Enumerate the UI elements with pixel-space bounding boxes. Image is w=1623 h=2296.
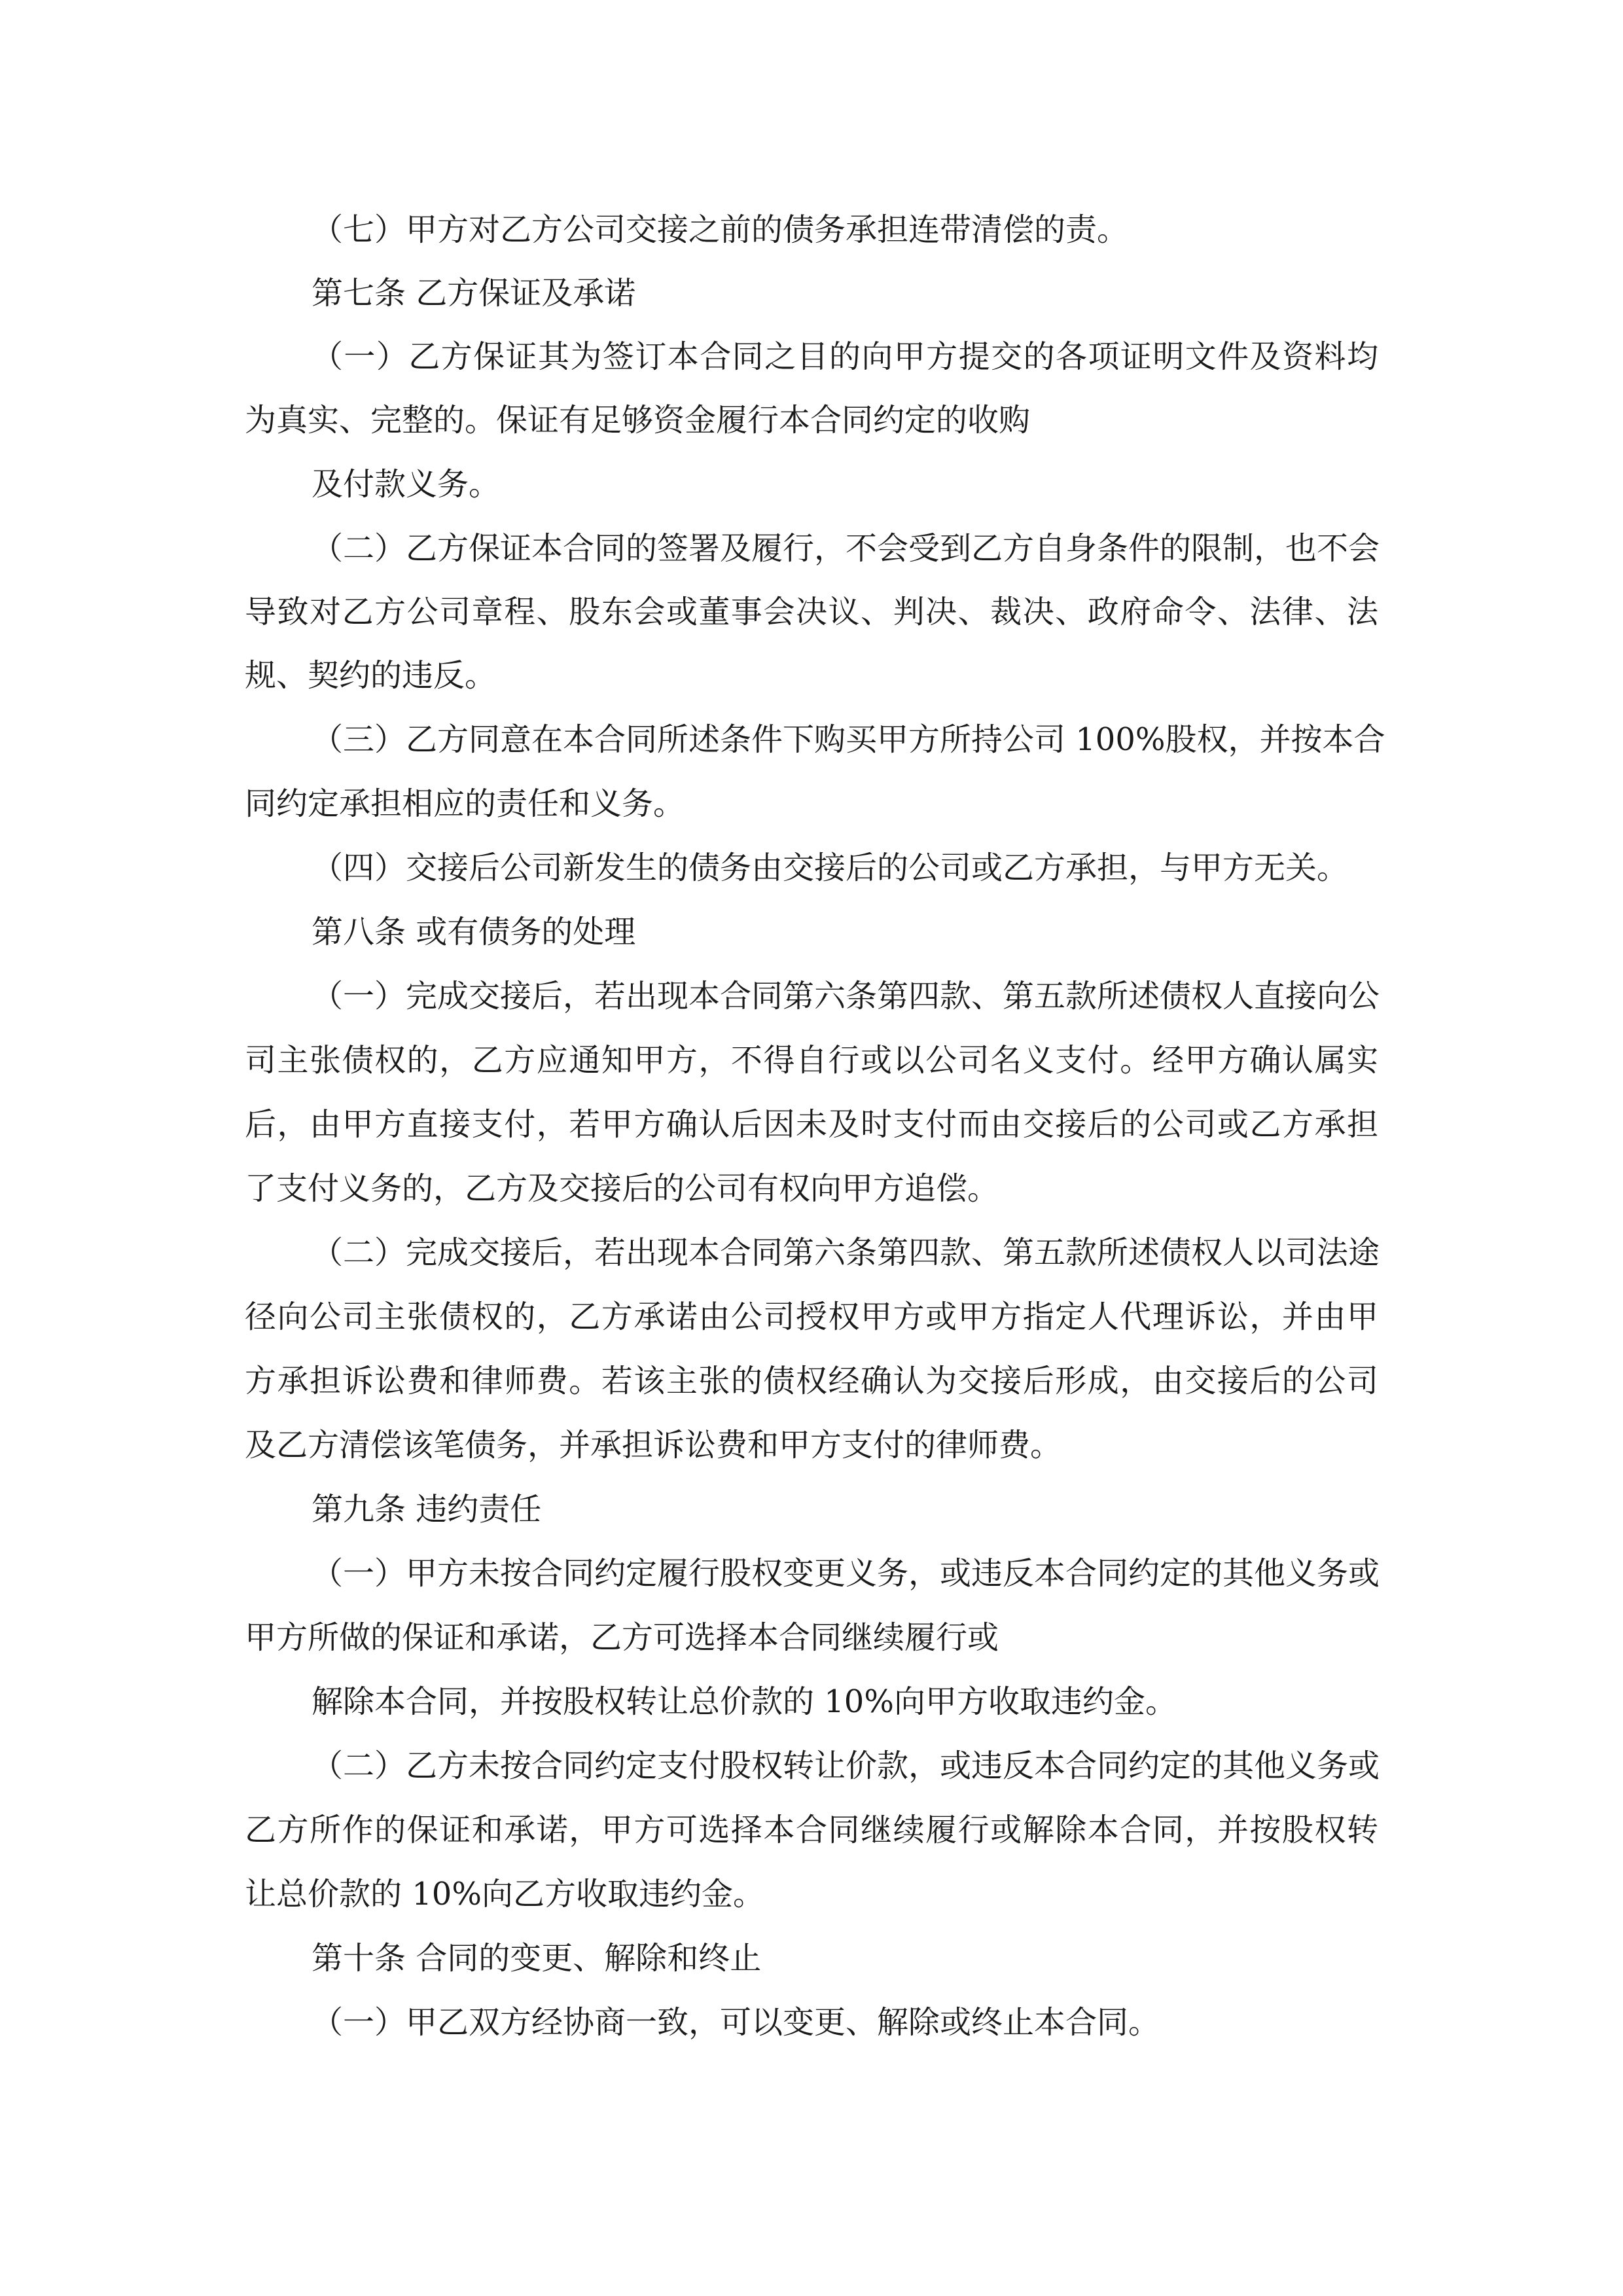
paragraph-line: 导致对乙方公司章程、股东会或董事会决议、判决、裁决、政府命令、法律、法	[245, 594, 1378, 630]
paragraph-line: 让总价款的 10%向乙方收取违约金。	[245, 1876, 764, 1912]
paragraph-line: 方承担诉讼费和律师费。若该主张的债权经确认为交接后形成，由交接后的公司	[245, 1363, 1378, 1399]
paragraph-line: 同约定承担相应的责任和义务。	[245, 785, 685, 822]
paragraph-line: 了支付义务的，乙方及交接后的公司有权向甲方追偿。	[245, 1170, 999, 1207]
section-heading: 第九条 违约责任	[312, 1491, 542, 1528]
paragraph-line: 为真实、完整的。保证有足够资金履行本合同约定的收购	[245, 402, 1031, 439]
paragraph-line: （一）完成交接后，若出现本合同第六条第四款、第五款所述债权人直接向公	[312, 978, 1380, 1014]
paragraph-line: 规、契约的违反。	[245, 657, 497, 694]
paragraph-line: 及乙方清偿该笔债务，并承担诉讼费和甲方支付的律师费。	[245, 1427, 1062, 1463]
paragraph-line: （三）乙方同意在本合同所述条件下购买甲方所持公司 100%股权，并按本合	[312, 721, 1385, 758]
paragraph-line: （一）乙方保证其为签订本合同之目的向甲方提交的各项证明文件及资料均	[312, 338, 1378, 375]
paragraph-line: 及付款义务。	[312, 466, 501, 503]
paragraph-line: （二）乙方保证本合同的签署及履行，不会受到乙方自身条件的限制，也不会	[312, 530, 1380, 567]
section-heading: 第十条 合同的变更、解除和终止	[312, 1940, 762, 1977]
paragraph-line: 后，由甲方直接支付，若甲方确认后因未及时支付而由交接后的公司或乙方承担	[245, 1106, 1378, 1143]
paragraph-line: （四）交接后公司新发生的债务由交接后的公司或乙方承担，与甲方无关。	[312, 850, 1349, 886]
paragraph-line: 解除本合同，并按股权转让总价款的 10%向甲方收取违约金。	[312, 1683, 1177, 1720]
section-heading: 第八条 或有债务的处理	[312, 914, 636, 950]
paragraph-line: （七）甲方对乙方公司交接之前的债务承担连带清偿的责。	[312, 211, 1129, 248]
paragraph-line: 甲方所做的保证和承诺，乙方可选择本合同继续履行或	[245, 1619, 999, 1656]
paragraph-line: 乙方所作的保证和承诺，甲方可选择本合同继续履行或解除本合同，并按股权转	[245, 1812, 1378, 1848]
section-heading: 第七条 乙方保证及承诺	[312, 275, 636, 312]
paragraph-line: 司主张债权的，乙方应通知甲方，不得自行或以公司名义支付。经甲方确认属实	[245, 1042, 1378, 1079]
paragraph-line: 径向公司主张债权的，乙方承诺由公司授权甲方或甲方指定人代理诉讼，并由甲	[245, 1299, 1378, 1335]
paragraph-line: （一）甲乙双方经协商一致，可以变更、解除或终止本合同。	[312, 2004, 1160, 2041]
paragraph-line: （二）乙方未按合同约定支付股权转让价款，或违反本合同约定的其他义务或	[312, 1748, 1380, 1784]
paragraph-line: （一）甲方未按合同约定履行股权变更义务，或违反本合同约定的其他义务或	[312, 1555, 1380, 1592]
paragraph-line: （二）完成交接后，若出现本合同第六条第四款、第五款所述债权人以司法途	[312, 1234, 1380, 1271]
